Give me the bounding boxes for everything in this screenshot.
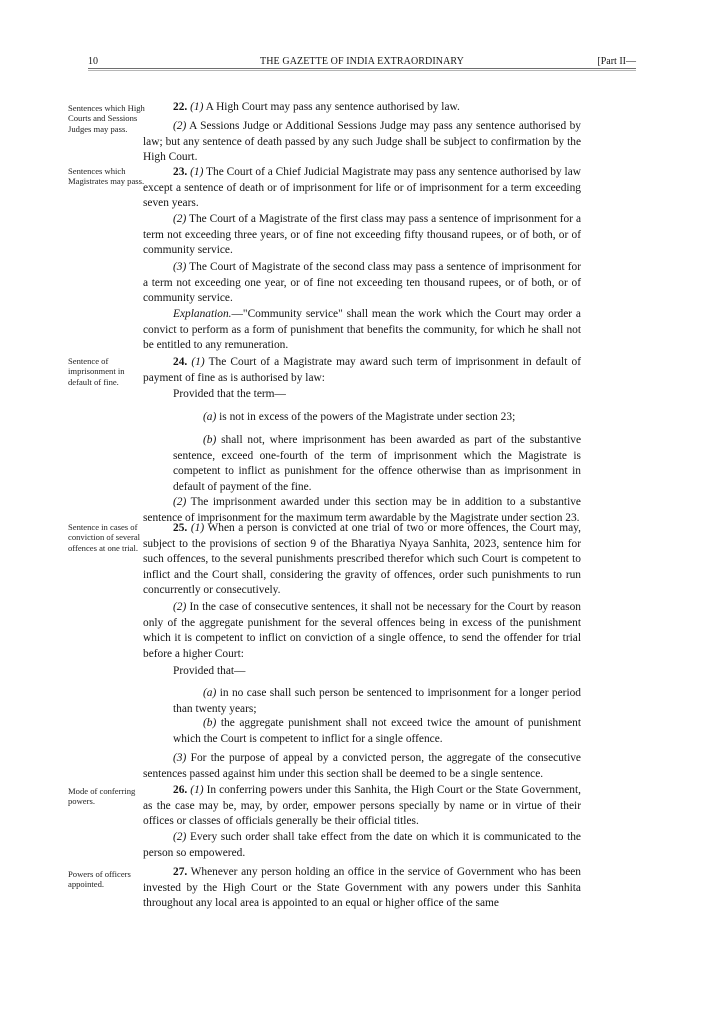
para-text: The imprisonment awarded under this section may be in addition to a substantive sentence of imprisonment for the maximum term awardable by the Magistrate under section 23. — [143, 496, 581, 524]
para-text: The Court of Magistrate of the second class may pass a sentence of imprisonment for a term not exceeding one year, or of fine not exceeding ten thousand rupees, or of both, or of community service. — [143, 261, 581, 305]
section-26-para-2 — [143, 830, 581, 861]
subsection-label: (1) — [190, 166, 204, 178]
section-26-para-1 — [143, 783, 581, 830]
section-25-para-1 — [143, 521, 581, 599]
section-22-para-1 — [143, 100, 581, 116]
marginal-note-23: Sentences which Magistrates may pass. — [68, 166, 145, 187]
section-23-para-1 — [143, 165, 581, 212]
section-25-clause-a — [173, 686, 581, 717]
para-text: In conferring powers under this Sanhita, the High Court or the State Government, as the case may be, may, by order, empower persons specially by name or in virtue of their offices or classes of officials generally be their official titles. — [143, 784, 581, 828]
subsection-label: (2) — [173, 496, 187, 508]
marginal-note-25: Sentence in cases of conviction of several offences at one trial. — [68, 522, 141, 553]
gazette-title: THE GAZETTE OF INDIA EXTRAORDINARY — [260, 56, 464, 67]
para-text: A High Court may pass any sentence authorised by law. — [203, 101, 460, 113]
para-text: Whenever any person holding an office in the service of Government who has been invested by the High Court or the State Government with any powers under this Sanhita throughout any local area is appointed to an equal or higher office of the same — [143, 866, 581, 910]
subsection-label: (3) — [173, 752, 187, 764]
section-25-para-2 — [143, 600, 581, 662]
section-number: 22. — [173, 101, 188, 113]
para-text: in no case shall such person be sentenced to imprisonment for a longer period than twenty years; — [173, 687, 581, 715]
para-text: The Court of a Chief Judicial Magistrate may pass any sentence authorised by law except a sentence of death or of imprisonment for life or of imprisonment for a term exceeding seven years. — [143, 166, 581, 210]
explanation-label: Explanation. — [173, 308, 232, 320]
section-number: 27. — [173, 866, 188, 878]
para-text: For the purpose of appeal by a convicted person, the aggregate of the consecutive sentences passed against him under this section shall be deemed to be a single sentence. — [143, 752, 581, 780]
marginal-note-24: Sentence of imprisonment in default of fine. — [68, 356, 125, 387]
section-22-para-2 — [143, 119, 581, 166]
para-text: is not in excess of the powers of the Magistrate under section 23; — [216, 411, 516, 423]
subsection-label: (2) — [173, 120, 187, 132]
clause-label: (b) — [203, 434, 217, 446]
section-number: 26. — [173, 784, 188, 796]
para-text: shall not, where imprisonment has been awarded as part of the substantive sentence, exceed one-fourth of the term of imprisonment which the Magistrate is competent to inflict as punishment for the offence otherwise than as imprisonment in default of payment of the fine. — [173, 434, 581, 493]
page-header — [88, 50, 636, 70]
subsection-label: (1) — [190, 522, 205, 534]
clause-label: (a) — [203, 411, 217, 423]
page-number: 10 — [88, 56, 98, 67]
para-text: When a person is convicted at one trial of two or more offences, the Court may, subject to the provisions of section 9 of the Bharatiya Nyaya Sanhita, 2023, sentence him for such offences, to the several punishments prescribed therefor which such Court is competent to inflict and the Court shall, considering the gravity of offences, order such punishments to run concurrently or consecutively. — [143, 522, 581, 597]
subsection-label: (1) — [190, 784, 204, 796]
subsection-label: (1) — [191, 356, 205, 368]
section-23-explanation — [143, 307, 581, 354]
para-text: A Sessions Judge or Additional Sessions Judge may pass any sentence authorised by law; but any sentence of death passed by any such Judge shall be subject to confirmation by the High Court. — [143, 120, 581, 164]
section-24-clause-a — [173, 410, 581, 426]
para-text: The Court of a Magistrate may award such term of imprisonment in default of payment of fine as is authorised by law: — [143, 356, 581, 384]
para-text: The Court of a Magistrate of the first class may pass a sentence of imprisonment for a term not exceeding three years, or of fine not exceeding fifty thousand rupees, or of both, or of community service. — [143, 213, 581, 257]
section-number: 23. — [173, 166, 188, 178]
subsection-label: (1) — [190, 101, 204, 113]
subsection-label: (2) — [173, 831, 187, 843]
section-24-clause-b — [173, 433, 581, 495]
para-text: Every such order shall take effect from the date on which it is communicated to the person so empowered. — [143, 831, 581, 859]
header-rule — [88, 68, 636, 71]
subsection-label: (2) — [173, 601, 187, 613]
section-25-proviso: Provided that— — [173, 665, 246, 677]
section-number: 25. — [173, 522, 188, 534]
marginal-note-26: Mode of conferring powers. — [68, 786, 136, 807]
section-23-para-3 — [143, 260, 581, 307]
para-text: —"Community service" shall mean the work which the Court may order a convict to perform as a form of punishment that benefits the community, for which he shall not be entitled to any remuneration. — [143, 308, 581, 352]
marginal-note-27: Powers of officers appointed. — [68, 869, 131, 890]
section-25-clause-b — [173, 716, 581, 747]
section-27-para-1 — [143, 865, 581, 912]
marginal-note-22: Sentences which High Courts and Sessions Judges may pass. — [68, 103, 145, 134]
section-24-proviso: Provided that the term— — [173, 388, 286, 400]
part-label: [Part II— — [597, 56, 636, 67]
clause-label: (b) — [203, 717, 217, 729]
section-24-para-1 — [143, 355, 581, 386]
section-number: 24. — [173, 356, 188, 368]
subsection-label: (3) — [173, 261, 187, 273]
section-25-para-3 — [143, 751, 581, 782]
section-23-para-2 — [143, 212, 581, 259]
subsection-label: (2) — [173, 213, 187, 225]
para-text: the aggregate punishment shall not exceed twice the amount of punishment which the Court is competent to inflict for a single offence. — [173, 717, 581, 745]
clause-label: (a) — [203, 687, 217, 699]
para-text: In the case of consecutive sentences, it shall not be necessary for the Court by reason only of the aggregate punishment for the several offences being in excess of the punishment which it is competent to inflict on conviction of a single offence, to send the offender for trial before a higher Court: — [143, 601, 581, 660]
